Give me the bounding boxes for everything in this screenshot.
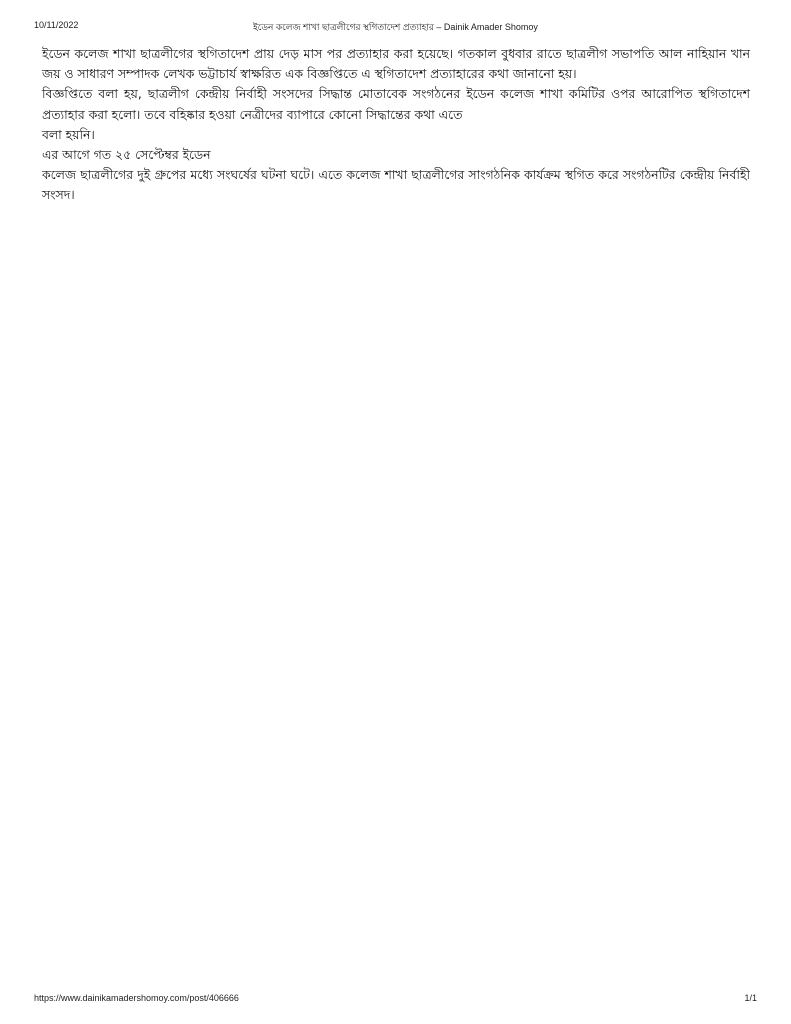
page-title: ইডেন কলেজ শাখা ছাত্রলীগের স্থগিতাদেশ প্রত্যাহার – Dainik Amader Shomoy: [253, 22, 538, 32]
article-paragraph-3: বলা হয়নি।: [42, 126, 95, 142]
article-body: [42, 44, 750, 206]
page-number: 1/1: [744, 993, 757, 1003]
page-url-link[interactable]: https://www.dainikamadershomoy.com/post/406666: [34, 993, 239, 1003]
print-header: [34, 20, 757, 34]
print-footer: [34, 993, 757, 1007]
article-paragraph-4: এর আগে গত ২৫ সেপ্টেম্বর ইডেন: [42, 147, 211, 163]
article-paragraph-1: ইডেন কলেজ শাখা ছাত্রলীগের স্থগিতাদেশ প্রায় দেড় মাস পর প্রত্যাহার করা হয়েছে। গতকাল বুধবার রাতে ছাত্রলীগ সভাপতি আল নাহিয়ান খান জয় ও সাধারণ সম্পাদক লেখক ভট্টাচার্য স্বাক্ষরিত এক বিজ্ঞপ্তিতে এ স্থগিতাদেশ প্রত্যাহারের কথা জানানো হয়।: [42, 46, 750, 82]
article-paragraph-2: বিজ্ঞপ্তিতে বলা হয়, ছাত্রলীগ কেন্দ্রীয় নির্বাহী সংসদের সিদ্ধান্ত মোতাবেক সংগঠনের ইডেন কলেজ শাখা কমিটির ওপর আরোপিত স্থগিতাদেশ প্রত্যাহার করা হলো। তবে বহিষ্কার হওয়া নেত্রীদের ব্যাপারে কোনো সিদ্ধান্তের কথা এতে: [42, 86, 750, 122]
article-paragraph-5: কলেজ ছাত্রলীগের দুই গ্রুপের মধ্যে সংঘর্ষের ঘটনা ঘটে। এতে কলেজ শাখা ছাত্রলীগের সাংগঠনিক কার্যক্রম স্থগিত করে সংগঠনটির কেন্দ্রীয় নির্বাহী সংসদ।: [42, 167, 750, 203]
print-date: 10/11/2022: [34, 20, 79, 30]
